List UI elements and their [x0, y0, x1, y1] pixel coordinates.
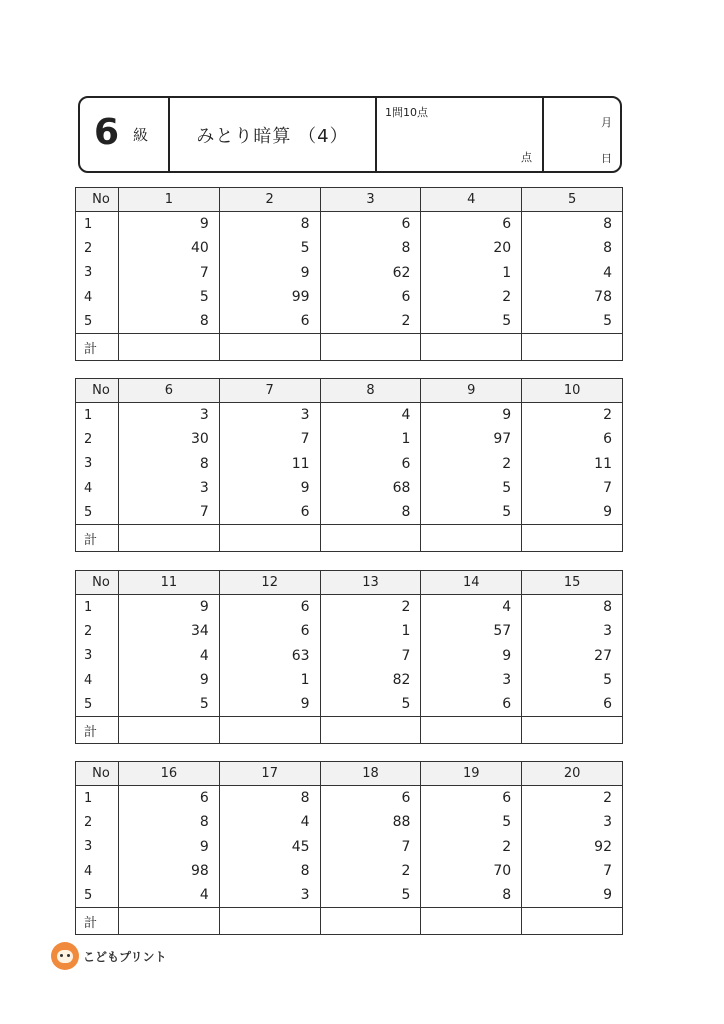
number-cell: 6 [320, 452, 421, 476]
row-number: 2 [76, 810, 119, 834]
number-cell: 3 [119, 476, 220, 500]
number-cell: 5 [421, 810, 522, 834]
row-number: 1 [76, 403, 119, 428]
problem-number: 18 [320, 762, 421, 786]
number-cell: 8 [522, 595, 623, 620]
number-cell: 7 [320, 644, 421, 668]
answer-field[interactable] [421, 334, 522, 361]
problem-block [75, 378, 623, 552]
number-cell: 82 [320, 668, 421, 692]
number-cell: 3 [522, 619, 623, 643]
score-unit: 点 [521, 151, 532, 164]
number-cell: 3 [219, 883, 320, 908]
number-cell: 4 [119, 883, 220, 908]
number-cell: 5 [421, 476, 522, 500]
number-cell: 3 [219, 403, 320, 428]
no-header: No [76, 762, 119, 786]
number-cell: 4 [421, 595, 522, 620]
number-cell: 8 [522, 212, 623, 237]
number-cell: 7 [522, 859, 623, 883]
number-cell: 3 [119, 403, 220, 428]
score-cell [377, 98, 544, 171]
problem-number: 15 [522, 571, 623, 595]
number-cell: 97 [421, 427, 522, 451]
answer-field[interactable] [522, 334, 623, 361]
problem-number: 14 [421, 571, 522, 595]
answer-field[interactable] [219, 334, 320, 361]
problem-block [75, 187, 623, 361]
number-cell: 99 [219, 285, 320, 309]
number-cell: 9 [119, 212, 220, 237]
number-cell: 9 [119, 595, 220, 620]
number-cell: 2 [421, 452, 522, 476]
answer-field[interactable] [320, 908, 421, 935]
worksheet-header [78, 96, 622, 173]
grade-unit: 級 [133, 126, 149, 144]
number-cell: 92 [522, 835, 623, 859]
total-label: 計 [76, 334, 119, 361]
problem-number: 17 [219, 762, 320, 786]
number-cell: 6 [320, 285, 421, 309]
number-cell: 20 [421, 236, 522, 260]
number-cell: 98 [119, 859, 220, 883]
answer-field[interactable] [119, 717, 220, 744]
number-cell: 68 [320, 476, 421, 500]
brand-name: こどもプリント [83, 949, 167, 964]
day-label: 日 [601, 152, 612, 165]
date-cell [544, 98, 620, 171]
row-number: 5 [76, 883, 119, 908]
problem-number: 8 [320, 379, 421, 403]
number-cell: 5 [522, 668, 623, 692]
number-cell: 34 [119, 619, 220, 643]
answer-field[interactable] [522, 908, 623, 935]
number-cell: 5 [320, 883, 421, 908]
title-cell [170, 98, 377, 171]
number-cell: 5 [320, 692, 421, 717]
row-number: 2 [76, 427, 119, 451]
number-cell: 6 [320, 212, 421, 237]
problem-number: 10 [522, 379, 623, 403]
number-cell: 2 [320, 859, 421, 883]
problem-number: 4 [421, 188, 522, 212]
number-cell: 63 [219, 644, 320, 668]
number-cell: 6 [320, 786, 421, 811]
answer-field[interactable] [119, 525, 220, 552]
number-cell: 4 [219, 810, 320, 834]
answer-field[interactable] [522, 525, 623, 552]
row-number: 4 [76, 476, 119, 500]
number-cell: 9 [219, 692, 320, 717]
row-number: 2 [76, 619, 119, 643]
number-cell: 3 [421, 668, 522, 692]
number-cell: 5 [421, 500, 522, 525]
number-cell: 5 [119, 285, 220, 309]
problem-number: 16 [119, 762, 220, 786]
number-cell: 62 [320, 261, 421, 285]
number-cell: 1 [421, 261, 522, 285]
answer-field[interactable] [219, 717, 320, 744]
grade-cell [80, 98, 170, 171]
worksheet-title: みとり暗算 （4） [196, 125, 349, 147]
number-cell: 2 [320, 309, 421, 334]
total-label: 計 [76, 525, 119, 552]
answer-field[interactable] [119, 908, 220, 935]
number-cell: 2 [522, 403, 623, 428]
row-number: 5 [76, 692, 119, 717]
number-cell: 78 [522, 285, 623, 309]
number-cell: 6 [219, 595, 320, 620]
number-cell: 9 [119, 835, 220, 859]
number-cell: 9 [522, 500, 623, 525]
row-number: 1 [76, 212, 119, 237]
problem-block [75, 570, 623, 744]
problem-number: 9 [421, 379, 522, 403]
number-cell: 2 [421, 835, 522, 859]
number-cell: 8 [421, 883, 522, 908]
row-number: 2 [76, 236, 119, 260]
row-number: 5 [76, 309, 119, 334]
number-cell: 9 [119, 668, 220, 692]
number-cell: 4 [320, 403, 421, 428]
answer-field[interactable] [522, 717, 623, 744]
number-cell: 57 [421, 619, 522, 643]
cat-face-icon [51, 942, 79, 970]
number-cell: 9 [219, 476, 320, 500]
number-cell: 6 [421, 212, 522, 237]
problem-number: 12 [219, 571, 320, 595]
number-cell: 7 [522, 476, 623, 500]
row-number: 5 [76, 500, 119, 525]
number-cell: 6 [219, 619, 320, 643]
number-cell: 7 [119, 500, 220, 525]
no-header: No [76, 188, 119, 212]
problem-number: 2 [219, 188, 320, 212]
number-cell: 8 [119, 309, 220, 334]
number-cell: 6 [119, 786, 220, 811]
number-cell: 40 [119, 236, 220, 260]
number-cell: 5 [421, 309, 522, 334]
number-cell: 6 [522, 427, 623, 451]
number-cell: 8 [219, 212, 320, 237]
number-cell: 4 [522, 261, 623, 285]
number-cell: 1 [320, 427, 421, 451]
month-label: 月 [601, 116, 612, 129]
number-cell: 6 [522, 692, 623, 717]
number-cell: 27 [522, 644, 623, 668]
problem-number: 7 [219, 379, 320, 403]
row-number: 3 [76, 261, 119, 285]
score-note: 1問10点 [385, 106, 428, 119]
number-cell: 7 [320, 835, 421, 859]
answer-field[interactable] [421, 908, 522, 935]
number-cell: 3 [522, 810, 623, 834]
total-label: 計 [76, 717, 119, 744]
brand-logo [51, 942, 167, 970]
number-cell: 9 [421, 644, 522, 668]
number-cell: 7 [219, 427, 320, 451]
number-cell: 8 [320, 236, 421, 260]
grade-number: 6 [94, 112, 120, 153]
number-cell: 9 [421, 403, 522, 428]
total-label: 計 [76, 908, 119, 935]
number-cell: 2 [421, 285, 522, 309]
number-cell: 9 [522, 883, 623, 908]
number-cell: 4 [119, 644, 220, 668]
no-header: No [76, 379, 119, 403]
problem-number: 3 [320, 188, 421, 212]
answer-field[interactable] [421, 525, 522, 552]
answer-field[interactable] [219, 525, 320, 552]
number-cell: 9 [219, 261, 320, 285]
number-cell: 11 [219, 452, 320, 476]
number-cell: 8 [119, 452, 220, 476]
answer-field[interactable] [320, 334, 421, 361]
row-number: 3 [76, 835, 119, 859]
number-cell: 6 [421, 786, 522, 811]
row-number: 1 [76, 595, 119, 620]
row-number: 3 [76, 452, 119, 476]
answer-field[interactable] [320, 525, 421, 552]
number-cell: 2 [320, 595, 421, 620]
answer-field[interactable] [320, 717, 421, 744]
number-cell: 45 [219, 835, 320, 859]
number-cell: 70 [421, 859, 522, 883]
row-number: 1 [76, 786, 119, 811]
answer-field[interactable] [219, 908, 320, 935]
number-cell: 6 [421, 692, 522, 717]
answer-field[interactable] [119, 334, 220, 361]
number-cell: 8 [522, 236, 623, 260]
no-header: No [76, 571, 119, 595]
problem-number: 19 [421, 762, 522, 786]
number-cell: 5 [522, 309, 623, 334]
problem-number: 5 [522, 188, 623, 212]
problem-number: 20 [522, 762, 623, 786]
problem-block [75, 761, 623, 935]
number-cell: 8 [219, 859, 320, 883]
number-cell: 6 [219, 309, 320, 334]
number-cell: 8 [219, 786, 320, 811]
number-cell: 11 [522, 452, 623, 476]
problem-number: 11 [119, 571, 220, 595]
number-cell: 30 [119, 427, 220, 451]
problem-number: 1 [119, 188, 220, 212]
number-cell: 8 [320, 500, 421, 525]
number-cell: 1 [219, 668, 320, 692]
number-cell: 7 [119, 261, 220, 285]
number-cell: 5 [119, 692, 220, 717]
number-cell: 6 [219, 500, 320, 525]
number-cell: 1 [320, 619, 421, 643]
row-number: 4 [76, 859, 119, 883]
number-cell: 8 [119, 810, 220, 834]
number-cell: 2 [522, 786, 623, 811]
problem-number: 13 [320, 571, 421, 595]
row-number: 4 [76, 285, 119, 309]
answer-field[interactable] [421, 717, 522, 744]
problem-number: 6 [119, 379, 220, 403]
row-number: 3 [76, 644, 119, 668]
row-number: 4 [76, 668, 119, 692]
number-cell: 88 [320, 810, 421, 834]
number-cell: 5 [219, 236, 320, 260]
